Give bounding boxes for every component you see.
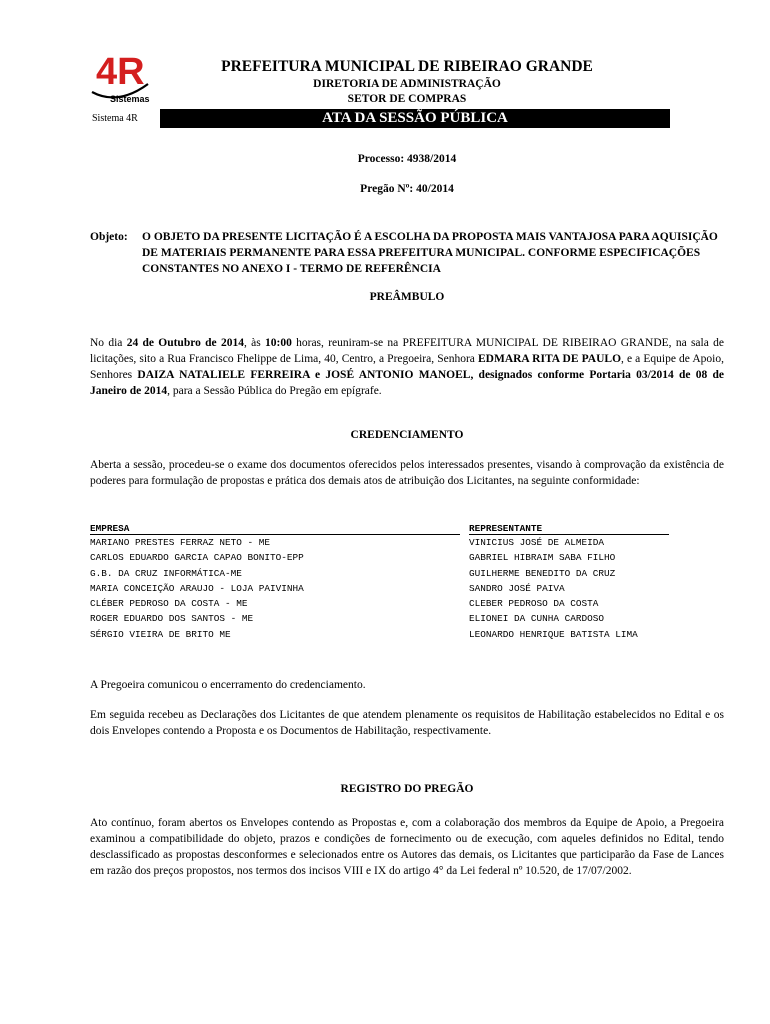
empresa-cell: MARIA CONCEIÇÃO ARAUJO - LOJA PAIVINHA bbox=[90, 582, 304, 594]
empresa-cell: SÉRGIO VIEIRA DE BRITO ME bbox=[90, 628, 231, 640]
preambulo-text-4: , e a Equipe de Apoio, Senhores bbox=[90, 353, 724, 381]
table-row bbox=[90, 613, 680, 628]
objeto-section bbox=[90, 229, 724, 277]
pregoeira-name: EDMARA RITA DE PAULO bbox=[477, 353, 622, 365]
pregao-number: Pregão Nº: 40/2014 bbox=[360, 183, 454, 195]
credenciamento-heading: CREDENCIAMENTO bbox=[350, 429, 464, 441]
table-row bbox=[90, 552, 680, 567]
document-subtitle-directorate: DIRETORIA DE ADMINISTRAÇÃO bbox=[313, 78, 501, 90]
preambulo-text-1: No dia bbox=[90, 337, 127, 349]
representante-cell: VINICIUS JOSÉ DE ALMEIDA bbox=[469, 537, 605, 548]
representante-cell: LEONARDO HENRIQUE BATISTA LIMA bbox=[469, 628, 638, 640]
processo-number: Processo: 4938/2014 bbox=[357, 153, 457, 165]
table-row bbox=[90, 568, 680, 583]
col-empresa-header: EMPRESA bbox=[90, 523, 460, 535]
logo-caption: Sistema 4R bbox=[92, 113, 138, 124]
registro-heading: REGISTRO DO PREGÃO bbox=[340, 783, 474, 795]
representante-cell: GUILHERME BENEDITO DA CRUZ bbox=[469, 567, 616, 579]
preambulo-heading: PREÂMBULO bbox=[369, 291, 445, 303]
ata-title-bar: ATA DA SESSÃO PÚBLICA bbox=[160, 109, 670, 128]
empresa-cell: G.B. DA CRUZ INFORMÁTICA-ME bbox=[90, 567, 242, 579]
preambulo-time: 10:00 bbox=[264, 337, 292, 349]
table-row bbox=[90, 583, 680, 598]
empresa-cell: ROGER EDUARDO DOS SANTOS - ME bbox=[90, 613, 254, 625]
sistema-4r-logo bbox=[88, 48, 152, 106]
preambulo-paragraph bbox=[90, 335, 724, 399]
representante-cell: SANDRO JOSÉ PAIVA bbox=[469, 582, 565, 594]
declaracoes-text: Em seguida recebeu as Declarações dos Licitantes de que atendem plenamente os requisitos de Habilitação estabelecidos no Edital e os dois Envelopes contendo a Proposta e os Documentos de Habilitação, respectivamente. bbox=[90, 709, 724, 737]
objeto-text: O OBJETO DA PRESENTE LICITAÇÃO É A ESCOLHA DA PROPOSTA MAIS VANTAJOSA PARA AQUISIÇÃO DE MATERIAIS PERMANENTE PARA ESSA PREFEITURA MUNICIPAL. CONFORME ESPECIFICAÇÕES CONSTANTES NO ANEXO I - TERMO DE REFERÊNCIA bbox=[142, 231, 718, 275]
logo-graphic bbox=[88, 48, 152, 106]
credenciamento-table bbox=[90, 523, 680, 644]
empresa-cell: CLÉBER PEDROSO DA COSTA - ME bbox=[90, 598, 248, 610]
preambulo-date: 24 de Outubro de 2014 bbox=[126, 337, 244, 349]
logo-subtext: Sistemas bbox=[110, 94, 150, 104]
empresa-cell: CARLOS EDUARDO GARCIA CAPAO BONITO-EPP bbox=[90, 552, 304, 564]
table-row bbox=[90, 629, 680, 644]
registro-text: Ato contínuo, foram abertos os Envelopes contendo as Propostas e, com a colaboração dos membros da Equipe de Apoio, a Pregoeira examinou a compatibilidade do objeto, prazos e condições de fornecimento ou de execução, com aqueles definidos no Edital, tendo desclassificado as propostas desconformes e selecionados entre os Autores das demais, os Licitantes que participarão da Fase de Lances em razão dos preços propostos, nos termos dos incisos VIII e IX do artigo 4° da Lei federal nº 10.520, de 17/07/2002. bbox=[90, 817, 724, 877]
encerramento-text: A Pregoeira comunicou o encerramento do credenciamento. bbox=[90, 679, 366, 691]
document-title: PREFEITURA MUNICIPAL DE RIBEIRAO GRANDE bbox=[221, 58, 593, 75]
table-row bbox=[90, 537, 680, 552]
equipe-apoio-names: DAIZA NATALIELE FERREIRA e JOSÉ ANTONIO MANOEL, designados conforme Portaria 03/2014 de 08 de Janeiro de 2014 bbox=[90, 369, 724, 397]
objeto-label: Objeto: bbox=[90, 231, 128, 243]
representante-cell: GABRIEL HIBRAIM SABA FILHO bbox=[469, 552, 616, 564]
empresa-cell: MARIANO PRESTES FERRAZ NETO - ME bbox=[90, 537, 271, 548]
logo-text: 4R bbox=[96, 51, 145, 93]
preambulo-text-3: horas, reuniram-se na PREFEITURA MUNICIPAL DE RIBEIRAO GRANDE, na sala de licitações, sito a Rua Francisco Fhelippe de Lima, 40, Centro, a Pregoeira, Senhora bbox=[90, 337, 724, 365]
credenciamento-intro: Aberta a sessão, procedeu-se o exame dos documentos oferecidos pelos interessados presentes, visando à comprovação da existência de poderes para formulação de propostas e prática dos demais atos de atribuição dos Licitantes, na seguinte conformidade: bbox=[90, 459, 724, 487]
table-row bbox=[90, 598, 680, 613]
representante-cell: ELIONEI DA CUNHA CARDOSO bbox=[469, 613, 605, 625]
col-representante-header: REPRESENTANTE bbox=[469, 523, 669, 535]
document-subtitle-sector: SETOR DE COMPRAS bbox=[347, 93, 467, 105]
table-header bbox=[90, 523, 680, 537]
preambulo-text-2: , às bbox=[243, 337, 265, 349]
representante-cell: CLEBER PEDROSO DA COSTA bbox=[469, 598, 599, 610]
preambulo-text-5: , para a Sessão Pública do Pregão em epígrafe. bbox=[167, 385, 382, 397]
